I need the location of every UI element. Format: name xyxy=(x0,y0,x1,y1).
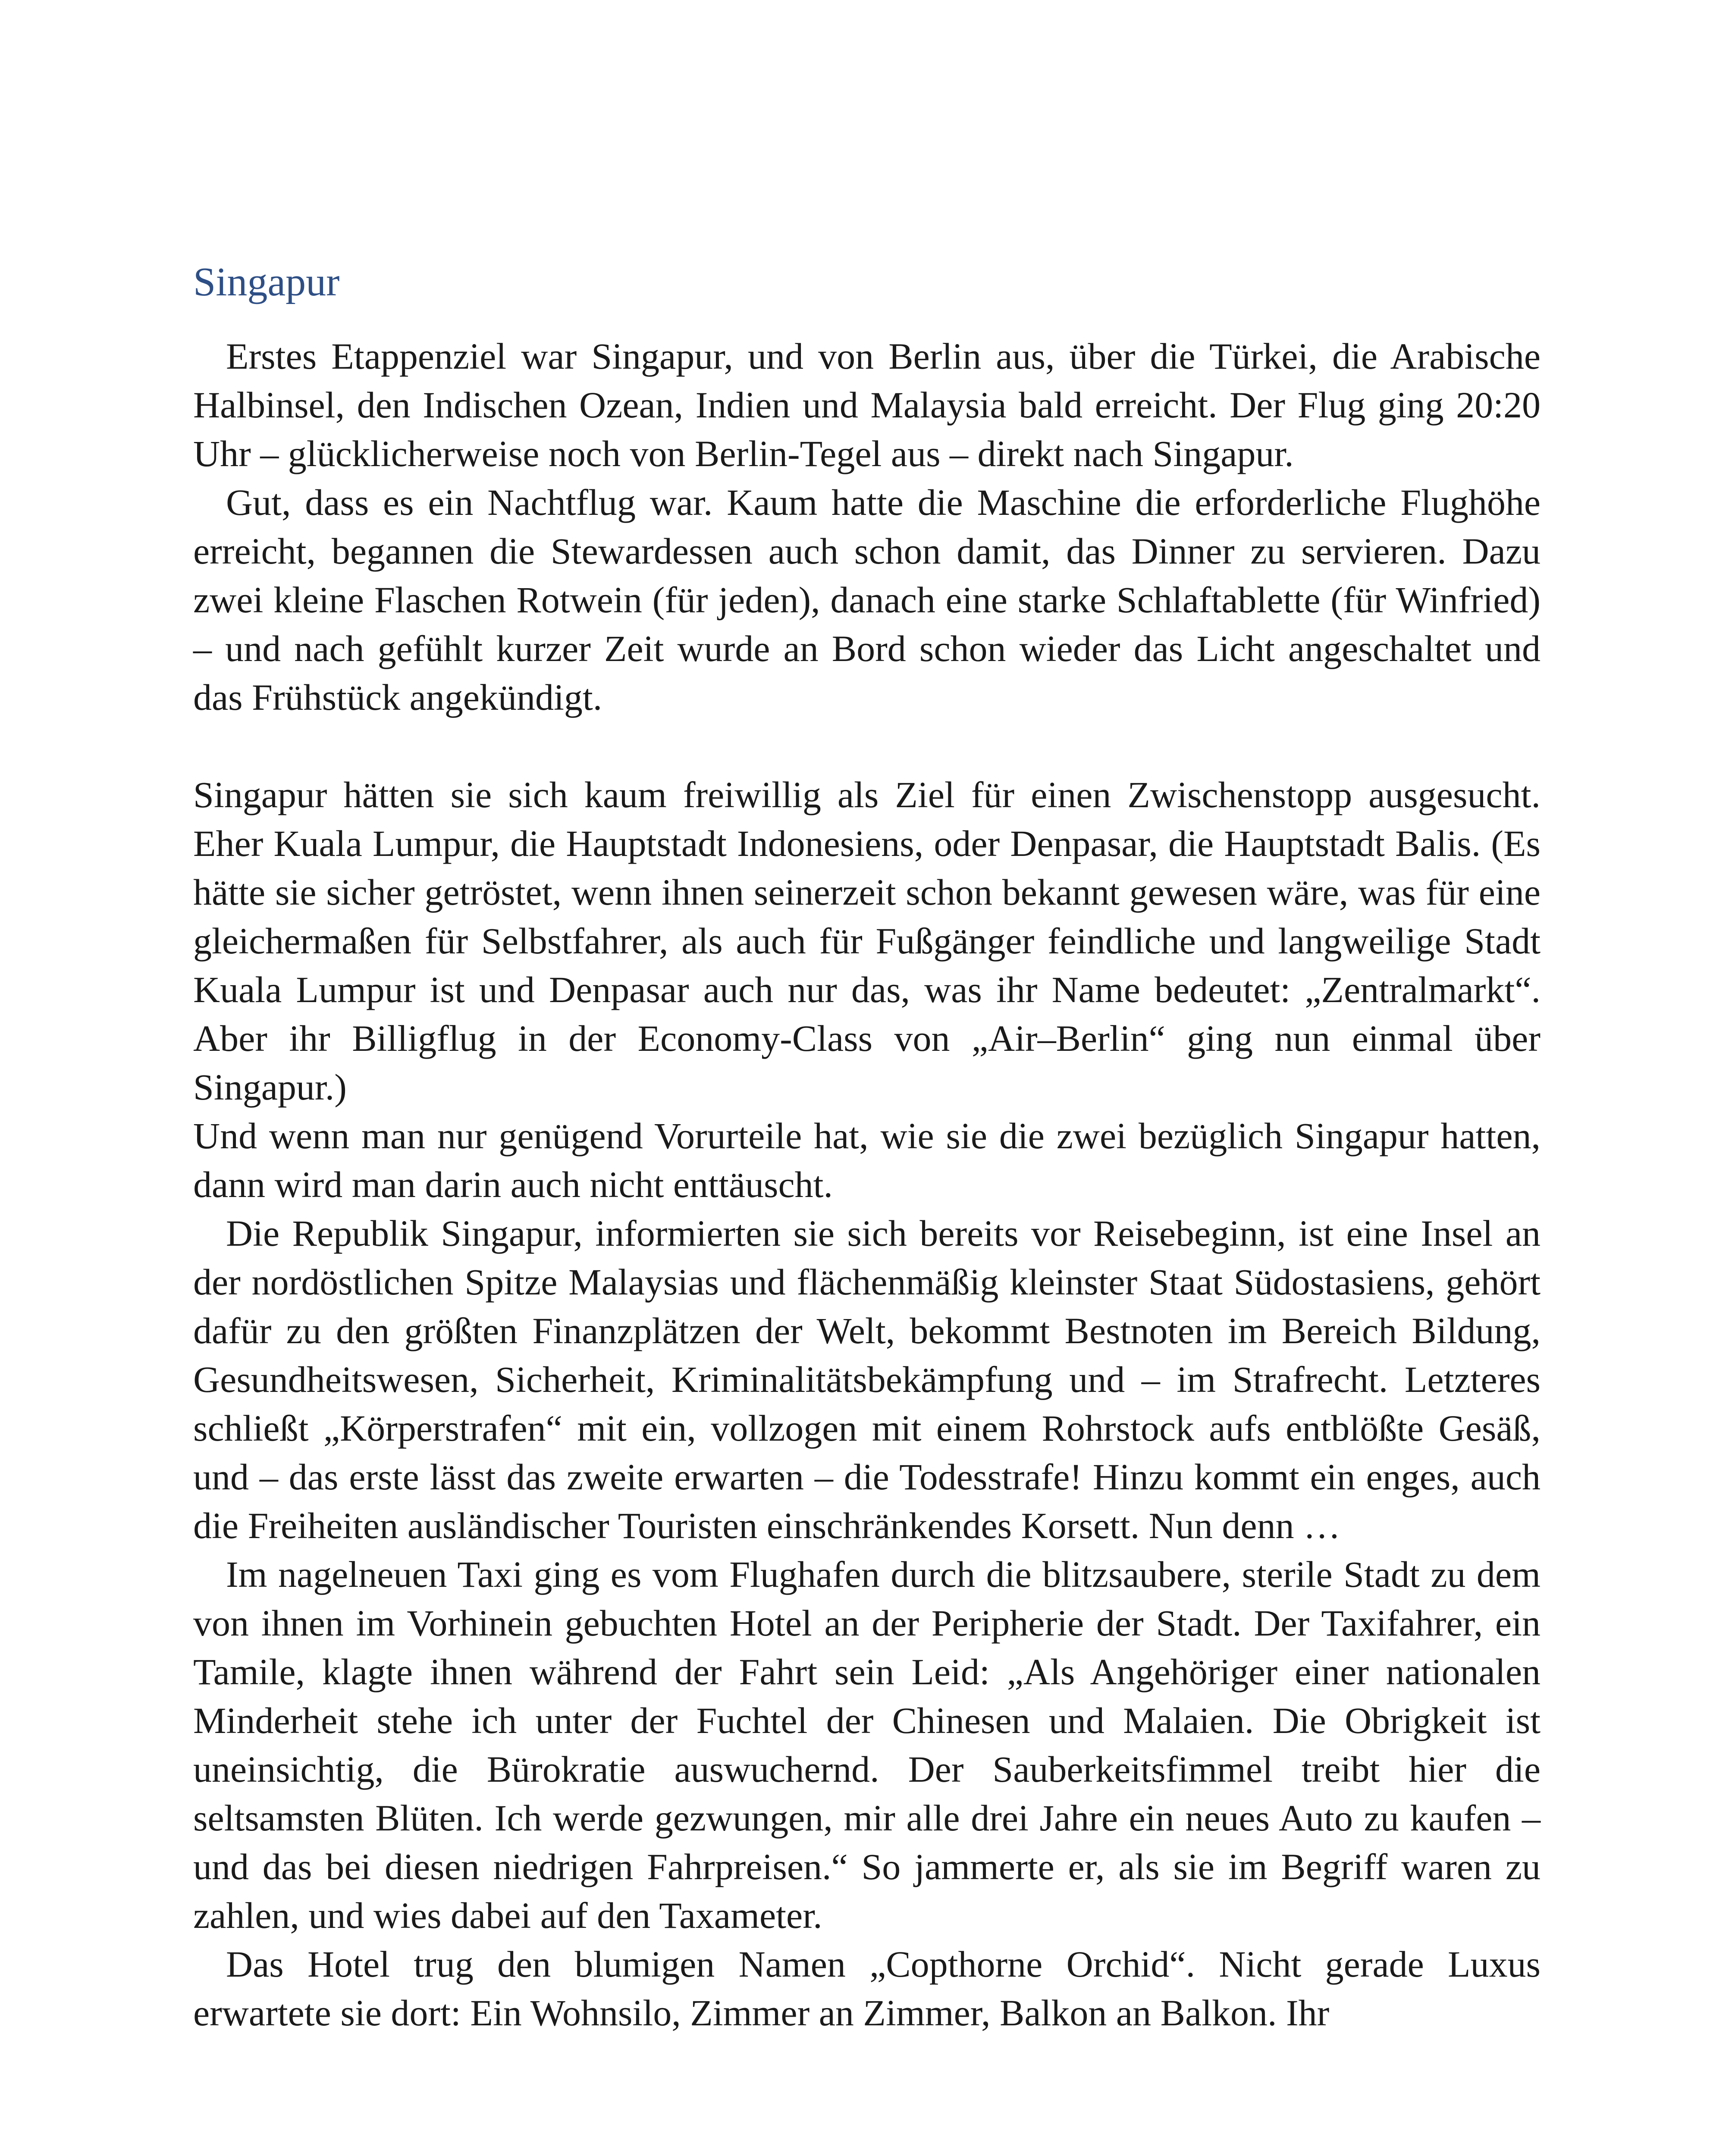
paragraph-4: Und wenn man nur genügend Vorurteile hat, wie sie die zwei bezüglich Singapur hatten, dann wird man darin auch nicht enttäuscht. xyxy=(193,1115,1541,1205)
paragraph-5: Die Republik Singapur, informierten sie sich bereits vor Reisebeginn, ist eine Insel an der nordöstlichen Spitze Malaysias und flächenmäßig kleinster Staat Südostasiens, gehört dafür zu den größten Finanzplätzen der Welt, bekommt Bestnoten im Bereich Bildung, Gesundheitswesen, Sicherheit, Kriminalitätsbekämpfung und – im Strafrecht. Letzteres schließt „Körperstrafen“ mit ein, vollzogen mit einem Rohrstock aufs entblößte Gesäß, und – das erste lässt das zweite erwarten – die Todesstrafe! Hinzu kommt ein enges, auch die Freiheiten ausländischer Touristen einschränkendes Korsett. Nun denn … xyxy=(193,1213,1541,1546)
paragraph-7: Das Hotel trug den blumigen Namen „Copthorne Orchid“. Nicht gerade Luxus erwartete sie dort: Ein Wohnsilo, Zimmer an Zimmer, Balkon an Balkon. Ihr xyxy=(193,1943,1541,2034)
section-heading: Singapur xyxy=(193,260,340,304)
paragraph-2: Gut, dass es ein Nachtflug war. Kaum hatte die Maschine die erforderliche Flughöhe erreicht, begannen die Stewardessen auch schon damit, das Dinner zu servieren. Dazu zwei kleine Flaschen Rotwein (für jeden), danach eine starke Schlaftablette (für Winfried) – und nach gefühlt kurzer Zeit wurde an Bord schon wieder das Licht angeschaltet und das Frühstück angekündigt. xyxy=(193,482,1541,718)
body-text xyxy=(193,332,1541,2037)
paragraph-6: Im nagelneuen Taxi ging es vom Flughafen durch die blitzsaubere, sterile Stadt zu dem von ihnen im Vorhinein gebuchten Hotel an der Peripherie der Stadt. Der Taxifahrer, ein Tamile, klagte ihnen während der Fahrt sein Leid: „Als Angehöriger einer nationalen Minderheit stehe ich unter der Fuchtel der Chinesen und Malaien. Die Obrigkeit ist uneinsichtig, die Bürokratie auswuchernd. Der Sauberkeitsfimmel treibt hier die seltsamsten Blüten. Ich werde gezwungen, mir alle drei Jahre ein neues Auto zu kaufen – und das bei diesen niedrigen Fahrpreisen.“ So jammerte er, als sie im Begriff waren zu zahlen, und wies dabei auf den Taxameter. xyxy=(193,1554,1541,1936)
paragraph-3: Singapur hätten sie sich kaum freiwillig als Ziel für einen Zwischenstopp ausgesucht. Eher Kuala Lumpur, die Hauptstadt Indonesiens, oder Denpasar, die Hauptstadt Balis. (Es hätte sie sicher getröstet, wenn ihnen seinerzeit schon bekannt gewesen wäre, was für eine gleichermaßen für Selbstfahrer, als auch für Fußgänger feindliche und langweilige Stadt Kuala Lumpur ist und Denpasar auch nur das, was ihr Name bedeutet: „Zentralmarkt“. Aber ihr Billigflug in der Economy-Class von „Air–Berlin“ ging nun einmal über Singapur.) xyxy=(193,774,1541,1108)
paragraph-1: Erstes Etappenziel war Singapur, und von Berlin aus, über die Türkei, die Arabische Halbinsel, den Indischen Ozean, Indien und Malaysia bald erreicht. Der Flug ging 20:20 Uhr – glücklicherweise noch von Berlin-Tegel aus – direkt nach Singapur. xyxy=(193,335,1541,474)
